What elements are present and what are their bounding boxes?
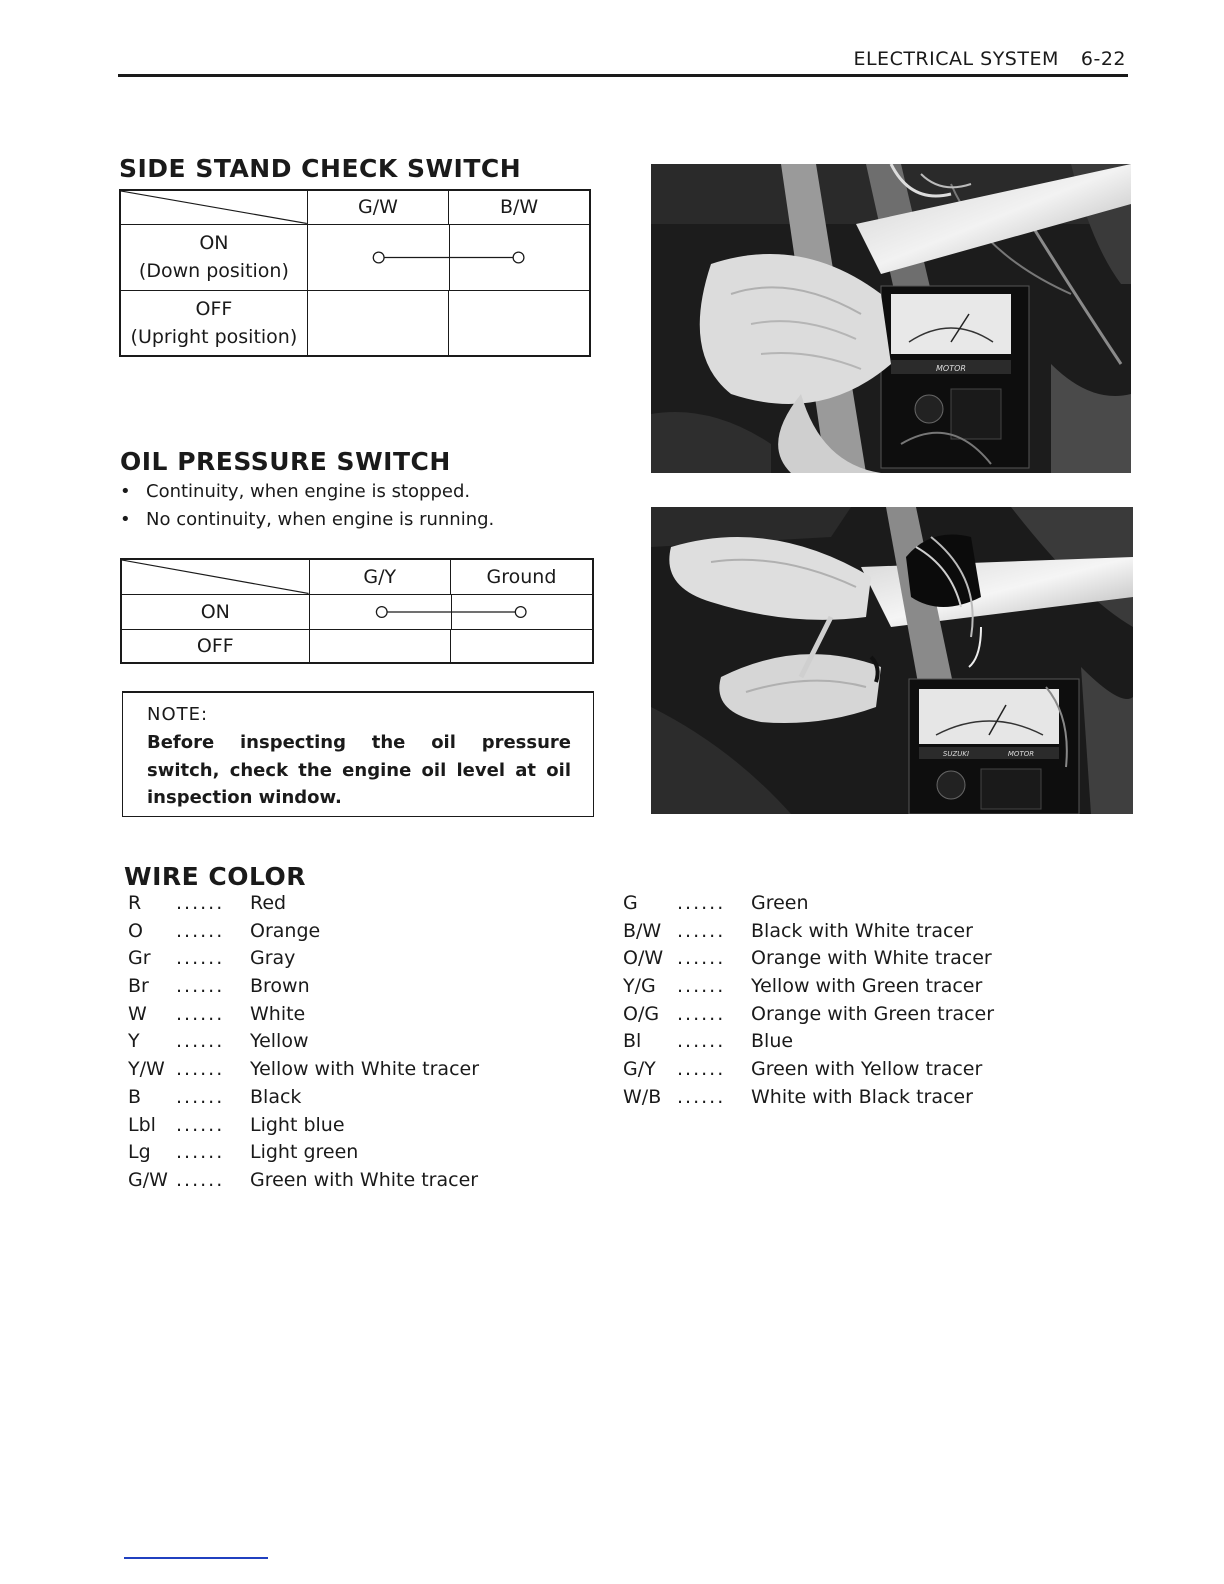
list-item: B/W ...... Black with White tracer (623, 919, 973, 942)
list-item: O/G ...... Orange with Green tracer (623, 1002, 995, 1025)
oil-pressure-bullets (120, 478, 494, 534)
col-header-ground: Ground (450, 559, 593, 594)
diagonal-line (122, 560, 309, 594)
meter-brand-label: SUZUKI (942, 750, 970, 758)
list-item: G/Y ...... Green with Yellow tracer (623, 1058, 983, 1081)
side-stand-title: SIDE STAND CHECK SWITCH (119, 154, 522, 183)
note-title: NOTE: (147, 704, 209, 725)
continuity-on (307, 224, 590, 290)
diagonal-line (121, 191, 307, 224)
photo-illustration (651, 507, 1133, 814)
wire-color-list-left (128, 890, 479, 1195)
wire-color-list-right (623, 890, 994, 1112)
photo-meter-oil-pressure (651, 507, 1133, 814)
oil-pressure-title: OIL PRESSURE SWITCH (120, 447, 451, 476)
bullet-item: • No continuity, when engine is running. (120, 506, 494, 534)
list-item: Y/G ...... Yellow with Green tracer (623, 975, 983, 998)
bottom-mark (124, 1557, 268, 1559)
list-item: O ...... Orange (128, 919, 321, 942)
note-box (122, 691, 594, 817)
note-body: Before inspecting the oil pressure switch, check the engine oil level at oil inspection window. (147, 732, 571, 808)
list-item: G/W ...... Green with White tracer (128, 1168, 479, 1191)
list-item: R ...... Red (128, 892, 287, 914)
row-label-on: ON (121, 594, 309, 629)
continuity-on (309, 594, 593, 629)
section-title: ELECTRICAL SYSTEM (853, 48, 1059, 70)
photo-meter-side-stand (651, 164, 1131, 473)
row-label-off: OFF (121, 629, 309, 663)
list-item: Gr ...... Gray (128, 947, 296, 970)
list-item: Lbl ...... Light blue (128, 1113, 345, 1136)
continuity-line (308, 225, 589, 290)
corner-cell (121, 559, 309, 594)
header-rule (118, 74, 1128, 77)
meter-brand-label: MOTOR (1007, 750, 1035, 758)
corner-cell (120, 190, 307, 224)
row-label-off: OFF (Upright position) (120, 290, 307, 356)
list-item: Lg ...... Light green (128, 1141, 359, 1164)
col-header-gw: G/W (307, 190, 448, 224)
list-item: W ...... White (128, 1002, 306, 1025)
meter-brand-label: MOTOR (936, 364, 966, 373)
list-item: O/W ...... Orange with White tracer (623, 947, 992, 970)
list-item: Br ...... Brown (128, 975, 310, 998)
list-item: G ...... Green (623, 892, 809, 914)
row-label-on: ON (Down position) (120, 224, 307, 290)
list-item: Bl ...... Blue (623, 1030, 794, 1053)
col-header-gy: G/Y (309, 559, 450, 594)
page-number: 6-22 (1080, 48, 1126, 70)
list-item: Y/W ...... Yellow with White tracer (128, 1058, 480, 1081)
wire-color-title: WIRE COLOR (124, 862, 307, 891)
col-header-bw: B/W (449, 190, 590, 224)
oil-pressure-table (120, 558, 594, 664)
list-item: W/B ...... White with Black tracer (623, 1085, 973, 1108)
bullet-item: • Continuity, when engine is stopped. (120, 478, 494, 506)
list-item: B ...... Black (128, 1085, 302, 1108)
list-item: Y ...... Yellow (128, 1030, 309, 1053)
photo-illustration (651, 164, 1131, 473)
continuity-line (310, 595, 592, 629)
side-stand-table (119, 189, 591, 357)
page-header (853, 48, 1126, 70)
